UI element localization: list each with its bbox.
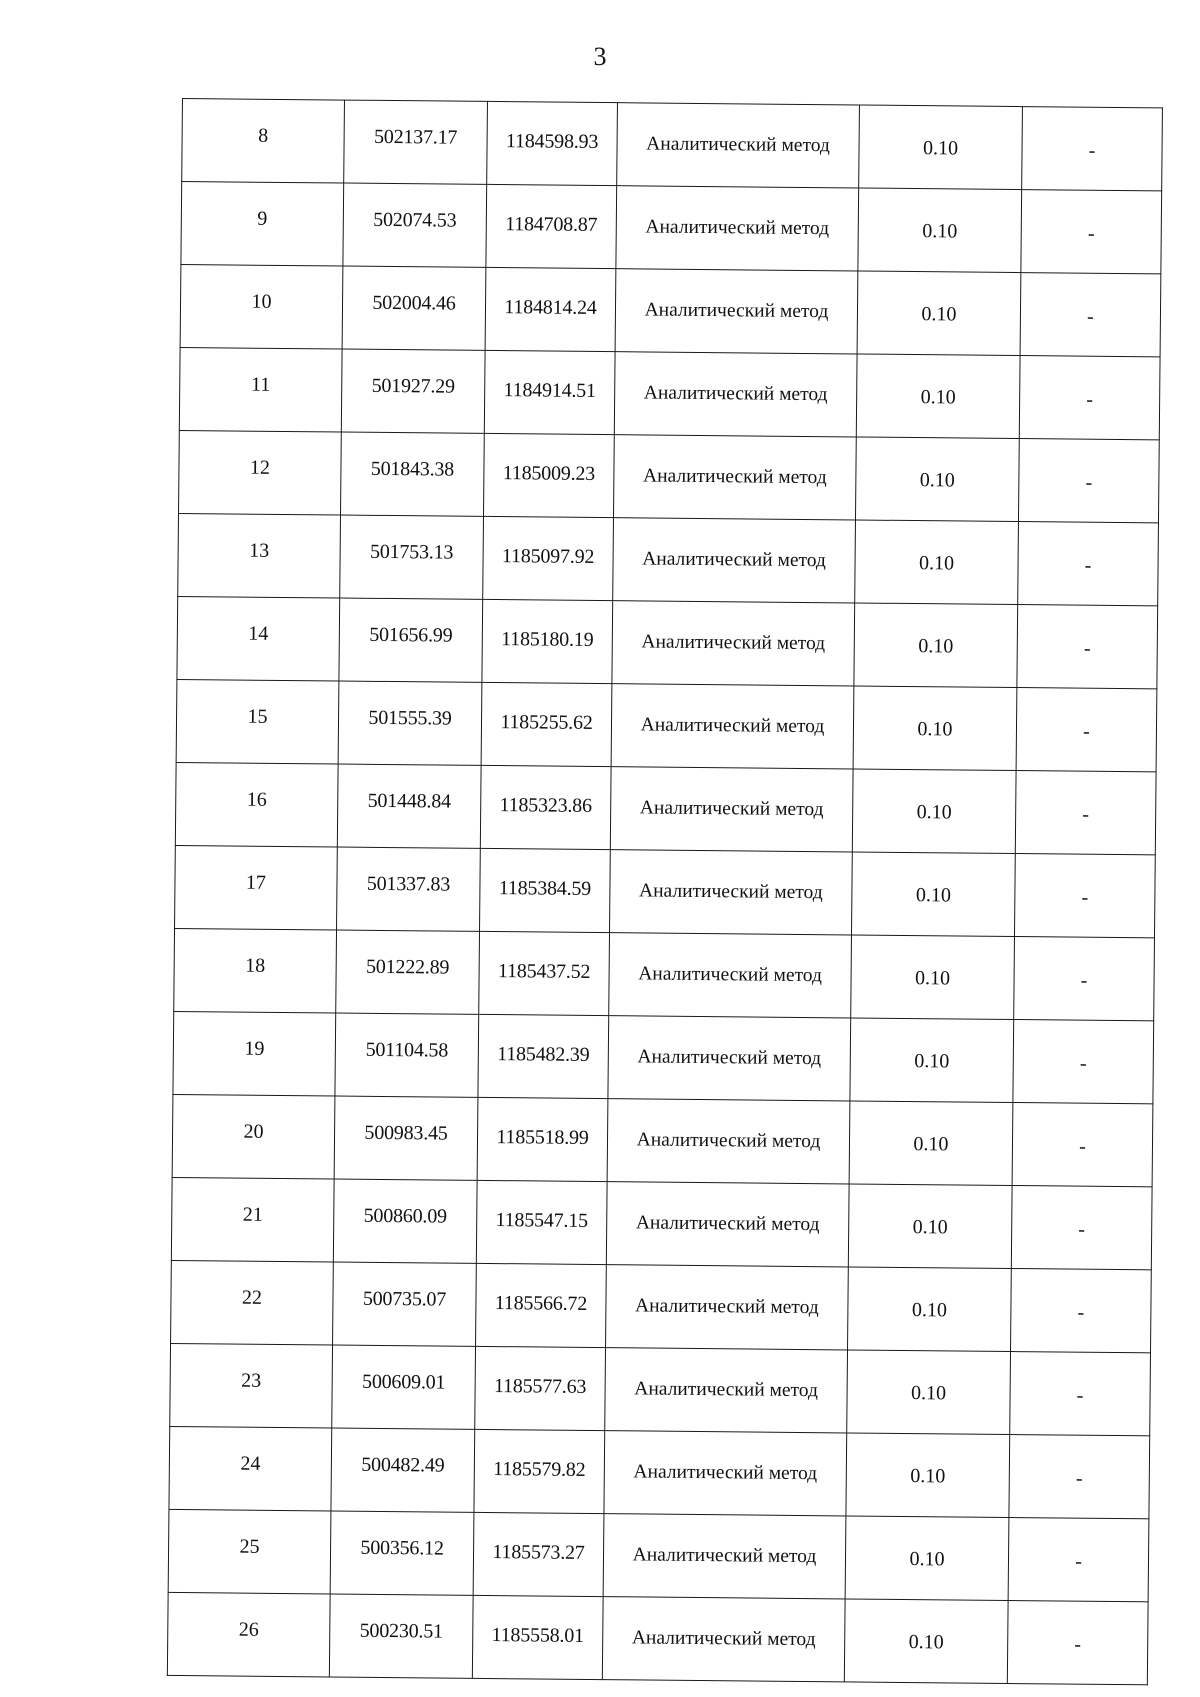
- x-coordinate-cell: 501656.99: [339, 598, 483, 682]
- accuracy-cell: 0.10: [851, 935, 1015, 1020]
- point-number-cell: 11: [179, 347, 342, 432]
- x-coordinate-cell: 502074.53: [343, 183, 487, 267]
- accuracy-cell: 0.10: [844, 1599, 1008, 1684]
- method-cell: Аналитический метод: [604, 1431, 847, 1516]
- x-coordinate-cell: 500609.01: [332, 1345, 476, 1429]
- note-cell: -: [1008, 1518, 1149, 1602]
- method-cell: Аналитический метод: [615, 269, 858, 354]
- note-cell: -: [1012, 1103, 1153, 1187]
- accuracy-cell: 0.10: [846, 1433, 1010, 1518]
- y-coordinate-cell: 1185558.01: [472, 1595, 603, 1679]
- accuracy-cell: 0.10: [857, 271, 1021, 356]
- point-number-cell: 16: [175, 762, 338, 847]
- accuracy-cell: 0.10: [853, 686, 1017, 771]
- y-coordinate-cell: 1185097.92: [483, 516, 614, 600]
- table-row: [171, 1260, 1152, 1352]
- y-coordinate-cell: 1185009.23: [483, 433, 614, 517]
- accuracy-cell: 0.10: [849, 1101, 1013, 1186]
- y-coordinate-cell: 1185579.82: [474, 1429, 605, 1513]
- note-cell: -: [1009, 1435, 1150, 1519]
- point-number-cell: 12: [179, 430, 342, 515]
- table-row: [174, 928, 1155, 1020]
- method-cell: Аналитический метод: [606, 1265, 849, 1350]
- y-coordinate-cell: 1184814.24: [485, 267, 616, 351]
- point-number-cell: 14: [177, 596, 340, 681]
- accuracy-cell: 0.10: [848, 1267, 1012, 1352]
- method-cell: Аналитический метод: [613, 435, 856, 520]
- note-cell: -: [1010, 1352, 1151, 1436]
- note-cell: -: [1022, 107, 1163, 191]
- note-cell: -: [1014, 937, 1155, 1021]
- note-cell: -: [1020, 273, 1161, 357]
- note-cell: -: [1011, 1269, 1152, 1353]
- point-number-cell: 23: [170, 1343, 333, 1428]
- table-row: [170, 1343, 1151, 1435]
- x-coordinate-cell: 502137.17: [344, 100, 488, 184]
- method-cell: Аналитический метод: [613, 518, 856, 603]
- table-row: [168, 1509, 1149, 1601]
- y-coordinate-cell: 1185577.63: [475, 1346, 606, 1430]
- page-number: 3: [593, 42, 607, 71]
- method-cell: Аналитический метод: [617, 103, 860, 188]
- table-row: [175, 762, 1156, 854]
- method-cell: Аналитический метод: [616, 186, 859, 271]
- x-coordinate-cell: 501337.83: [337, 847, 481, 931]
- y-coordinate-cell: 1185566.72: [476, 1263, 607, 1347]
- accuracy-cell: 0.10: [858, 188, 1022, 273]
- y-coordinate-cell: 1185437.52: [479, 931, 610, 1015]
- y-coordinate-cell: 1184598.93: [487, 101, 618, 185]
- point-number-cell: 22: [171, 1260, 334, 1345]
- accuracy-cell: 0.10: [851, 852, 1015, 937]
- note-cell: -: [1018, 439, 1159, 523]
- table-row: [172, 1094, 1153, 1186]
- table-row: [171, 1177, 1152, 1269]
- point-number-cell: 8: [182, 99, 345, 184]
- x-coordinate-cell: 502004.46: [342, 266, 486, 350]
- point-number-cell: 18: [174, 928, 337, 1013]
- point-number-cell: 24: [169, 1426, 332, 1511]
- y-coordinate-cell: 1185180.19: [482, 599, 613, 683]
- accuracy-cell: 0.10: [855, 437, 1019, 522]
- y-coordinate-cell: 1185518.99: [477, 1097, 608, 1181]
- x-coordinate-cell: 500735.07: [333, 1262, 477, 1346]
- point-number-cell: 19: [173, 1011, 336, 1096]
- accuracy-cell: 0.10: [855, 520, 1019, 605]
- accuracy-cell: 0.10: [856, 354, 1020, 439]
- method-cell: Аналитический метод: [609, 933, 852, 1018]
- point-number-cell: 13: [178, 513, 341, 598]
- method-cell: Аналитический метод: [607, 1099, 850, 1184]
- y-coordinate-cell: 1185323.86: [480, 765, 611, 849]
- method-cell: Аналитический метод: [611, 684, 854, 769]
- table-row: [169, 1426, 1150, 1518]
- x-coordinate-cell: 501843.38: [341, 432, 485, 516]
- x-coordinate-cell: 500230.51: [329, 1594, 473, 1678]
- accuracy-cell: 0.10: [850, 1018, 1014, 1103]
- point-number-cell: 17: [175, 845, 338, 930]
- x-coordinate-cell: 501222.89: [336, 930, 480, 1014]
- note-cell: -: [1007, 1600, 1148, 1684]
- point-number-cell: 10: [180, 264, 343, 349]
- point-number-cell: 9: [181, 182, 344, 267]
- table-row: [182, 99, 1163, 191]
- method-cell: Аналитический метод: [610, 850, 853, 935]
- accuracy-cell: 0.10: [852, 769, 1016, 854]
- table-row: [177, 596, 1158, 688]
- table-row: [179, 430, 1160, 522]
- y-coordinate-cell: 1185547.15: [476, 1180, 607, 1264]
- note-cell: -: [1014, 854, 1155, 938]
- table-row: [176, 679, 1157, 771]
- table-row: [179, 347, 1160, 439]
- coordinates-table: [167, 98, 1163, 1685]
- x-coordinate-cell: 500482.49: [331, 1428, 475, 1512]
- method-cell: Аналитический метод: [614, 352, 857, 437]
- note-cell: -: [1011, 1186, 1152, 1270]
- method-cell: Аналитический метод: [606, 1182, 849, 1267]
- note-cell: -: [1016, 688, 1157, 772]
- table-row: [173, 1011, 1154, 1103]
- method-cell: Аналитический метод: [602, 1597, 845, 1682]
- point-number-cell: 26: [167, 1592, 330, 1677]
- accuracy-cell: 0.10: [848, 1184, 1012, 1269]
- y-coordinate-cell: 1184914.51: [484, 350, 615, 434]
- method-cell: Аналитический метод: [608, 1016, 851, 1101]
- accuracy-cell: 0.10: [854, 603, 1018, 688]
- accuracy-cell: 0.10: [859, 105, 1023, 190]
- method-cell: Аналитический метод: [605, 1348, 848, 1433]
- coordinates-table-body: [167, 99, 1162, 1685]
- accuracy-cell: 0.10: [845, 1516, 1009, 1601]
- y-coordinate-cell: 1185482.39: [478, 1014, 609, 1098]
- table-row: [178, 513, 1159, 605]
- x-coordinate-cell: 500356.12: [330, 1511, 474, 1595]
- method-cell: Аналитический метод: [603, 1514, 846, 1599]
- x-coordinate-cell: 501104.58: [335, 1013, 479, 1097]
- table-row: [167, 1592, 1148, 1684]
- point-number-cell: 20: [172, 1094, 335, 1179]
- note-cell: -: [1018, 522, 1159, 606]
- point-number-cell: 15: [176, 679, 339, 764]
- y-coordinate-cell: 1185573.27: [473, 1512, 604, 1596]
- note-cell: -: [1019, 356, 1160, 440]
- note-cell: -: [1013, 1020, 1154, 1104]
- y-coordinate-cell: 1185384.59: [480, 848, 611, 932]
- table-row: [181, 182, 1162, 274]
- y-coordinate-cell: 1184708.87: [486, 184, 617, 268]
- note-cell: -: [1017, 605, 1158, 689]
- x-coordinate-cell: 501927.29: [341, 349, 485, 433]
- x-coordinate-cell: 500860.09: [333, 1179, 477, 1263]
- y-coordinate-cell: 1185255.62: [481, 682, 612, 766]
- x-coordinate-cell: 500983.45: [334, 1096, 478, 1180]
- table-row: [175, 845, 1156, 937]
- method-cell: Аналитический метод: [612, 601, 855, 686]
- x-coordinate-cell: 501555.39: [338, 681, 482, 765]
- x-coordinate-cell: 501753.13: [340, 515, 484, 599]
- note-cell: -: [1021, 190, 1162, 274]
- note-cell: -: [1015, 771, 1156, 855]
- accuracy-cell: 0.10: [847, 1350, 1011, 1435]
- method-cell: Аналитический метод: [610, 767, 853, 852]
- x-coordinate-cell: 501448.84: [337, 764, 481, 848]
- point-number-cell: 21: [171, 1177, 334, 1262]
- point-number-cell: 25: [168, 1509, 331, 1594]
- table-row: [180, 264, 1161, 356]
